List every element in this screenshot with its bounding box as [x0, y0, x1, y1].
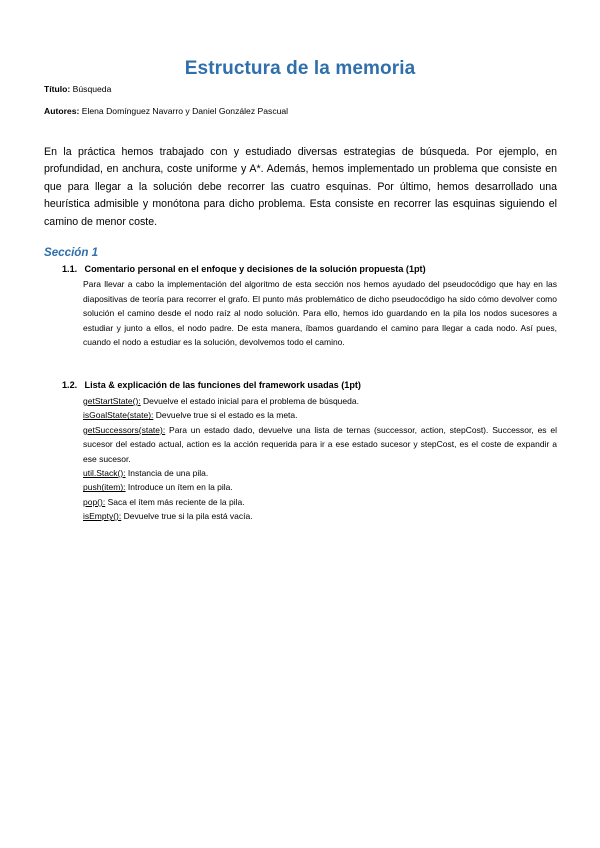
subsection-2-heading: [62, 380, 361, 390]
function-item: [83, 509, 557, 523]
function-name: pop():: [83, 496, 106, 507]
subsection-2-number: 1.2.: [62, 380, 78, 390]
function-list: [83, 394, 557, 524]
function-name: getStartState():: [83, 396, 141, 406]
authors-label: Autores:: [44, 106, 80, 116]
title-label: Título:: [44, 84, 71, 94]
function-item: [83, 408, 557, 422]
intro-paragraph: En la práctica hemos trabajado con y estudiado diversas estrategias de búsqueda. Por ejemplo, en profundidad, en anchura, coste uniforme y A*. Además, hemos implementado un problema que consiste en que para llegar a la solución debe recorrer las cuatro esquinas. Por último, hemos desarrollado una heurística admisible y monótona para dicho problema. Esta consiste en recorrer las esquinas siguiendo el camino de menor coste.: [44, 146, 557, 228]
subsection-1-paragraph: Para llevar a cabo la implementación del algoritmo de esta sección nos hemos ayudado del pseudocódigo que hay en las diapositivas de teoría para recorrer el grafo. El punto más problemático de dicho pseudocódigo ha sido cómo devolver como solución el camino desde el nodo raíz al nodo solución. Para ello, hemos ido guardando en la pila los nodos sucesores a estudiar y junto a ellos, el nodo padre. De esta manera, íbamos guardando el camino para llegar a cada nodo. Así pues, cuando el nodo a estudiar es la solución, devolvemos todo el camino.: [83, 279, 557, 348]
document-title: Estructura de la memoria: [184, 58, 416, 79]
function-description: Devuelve el estado inicial para el problema de búsqueda.: [140, 396, 359, 406]
function-item: [83, 394, 557, 408]
function-item: [83, 495, 557, 509]
title-line: [44, 84, 111, 94]
subsection-1-title: Comentario personal en el enfoque y decisiones de la solución propuesta (1pt): [84, 264, 426, 274]
function-description: Devuelve true si la pila está vacía.: [121, 511, 253, 522]
function-name: getSuccessors(state):: [83, 424, 166, 435]
function-name: push(item):: [83, 482, 126, 493]
section-heading: Sección 1: [44, 246, 99, 259]
function-description: Introduce un ítem en la pila.: [125, 482, 233, 493]
subsection-2-title: Lista & explicación de las funciones del framework usadas (1pt): [84, 380, 361, 390]
function-description: Instancia de una pila.: [125, 468, 209, 479]
authors-line: [44, 106, 288, 116]
subsection-1-heading: [62, 264, 426, 274]
function-item: [83, 466, 557, 480]
function-name: util.Stack():: [83, 468, 126, 479]
subsection-1-number: 1.1.: [62, 264, 78, 274]
function-name: isEmpty():: [83, 511, 122, 522]
function-item: [83, 480, 557, 494]
function-description: Para un estado dado, devuelve una lista de ternas (successor, action, stepCost). Successor, es el sucesor del estado actual, action es la acción requerida para ir a ese estado sucesor y stepCost, es el coste de expandir a ese sucesor.: [83, 424, 557, 464]
function-description: Devuelve true si el estado es la meta.: [153, 410, 298, 421]
function-name: isGoalState(state):: [83, 410, 154, 421]
title-value: Búsqueda: [72, 84, 112, 94]
function-item: [83, 423, 557, 466]
function-description: Saca el ítem más reciente de la pila.: [105, 496, 245, 507]
authors-value: Elena Domínguez Navarro y Daniel González Pascual: [81, 106, 289, 116]
